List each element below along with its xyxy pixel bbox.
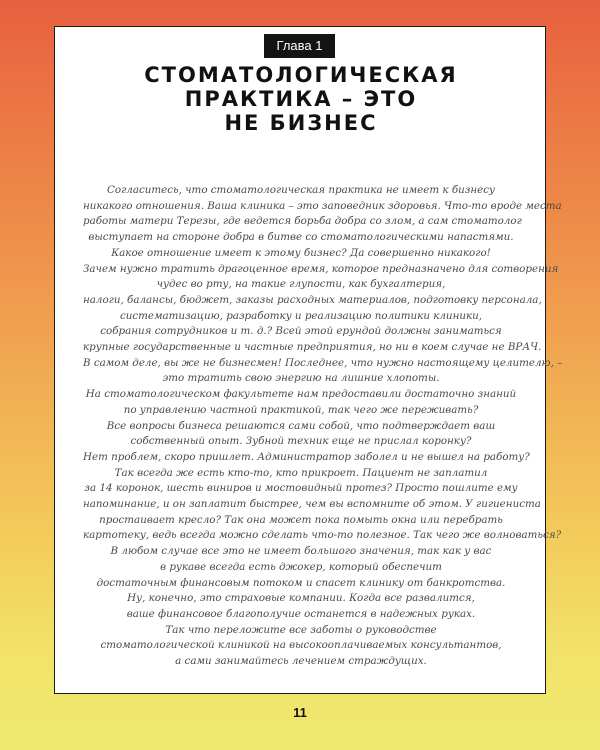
text-line: за 14 коронок, шесть виниров и мостовидный протез? Просто пошлите ему bbox=[84, 482, 518, 495]
text-line: это тратить свою энергию на лишние хлопоты. bbox=[162, 372, 440, 385]
text-line: достаточным финансовым потоком и спасет клинику от банкротства. bbox=[96, 576, 506, 589]
text-line: ваше финансовое благополучие останется в надежных руках. bbox=[126, 607, 476, 620]
title-line-1: СТОМАТОЛОГИЧЕСКАЯ bbox=[144, 63, 458, 87]
text-line: напоминание, и он заплатит быстрее, чем вы вспомните об этом. У гигиениста bbox=[83, 498, 541, 511]
page-number: 11 bbox=[293, 705, 307, 720]
title-line-3: НЕ БИЗНЕС bbox=[224, 111, 378, 135]
text-line: Зачем нужно тратить драгоценное время, которое предназначено для сотворения bbox=[83, 262, 559, 275]
text-line: по управлению частной практикой, так чего же переживать? bbox=[123, 403, 479, 416]
text-line: собрания сотрудников и т. д.? Всей этой ерундой должны заниматься bbox=[100, 325, 502, 338]
text-line: В самом деле, вы же не бизнесмен! Последнее, что нужно настоящему целителю, – bbox=[83, 356, 563, 369]
text-line: Так что переложите все заботы о руководстве bbox=[165, 623, 437, 636]
text-line: работы матери Терезы, где ведется борьба добра со злом, а сам стоматолог bbox=[83, 215, 522, 228]
text-line: стоматологической клиникой на высокооплачиваемых консультантов, bbox=[100, 639, 502, 652]
text-line: Согласитесь, что стоматологическая практика не имеет к бизнесу bbox=[107, 184, 495, 196]
book-page bbox=[54, 26, 563, 694]
text-line: Какое отношение имеет к этому бизнес? Да совершенно никакого! bbox=[111, 246, 491, 259]
text-line: чудес во рту, на такие глупости, как бухгалтерия, bbox=[156, 278, 446, 291]
text-line: Все вопросы бизнеса решаются сами собой, что подтверждает ваш bbox=[106, 419, 496, 432]
text-line: собственный опыт. Зубной техник еще не прислал коронку? bbox=[130, 435, 472, 448]
text-line: Так всегда же есть кто-то, кто прикроет. Пациент не заплатил bbox=[114, 466, 488, 479]
text-line: выступает на стороне добра в битве со стоматологическими напастями. bbox=[88, 231, 514, 244]
text-line: а сами занимайтесь лечением страждущих. bbox=[175, 655, 427, 668]
text-line: На стоматологическом факультете нам предоставили достаточно знаний bbox=[85, 388, 517, 401]
text-line: Нет проблем, скоро пришлет. Администратор заболел и не вышел на работу? bbox=[83, 450, 530, 463]
text-line: простаивает кресло? Так она может пока помыть окна или перебрать bbox=[99, 513, 503, 526]
text-line: никакого отношения. Ваша клиника – это заповедник здоровья. Что-то вроде места bbox=[83, 199, 562, 212]
body-text bbox=[83, 183, 563, 670]
text-line: систематизацию, разработку и реализацию политики клиники, bbox=[119, 309, 483, 322]
chapter-title bbox=[55, 63, 547, 135]
chapter-label: Глава 1 bbox=[264, 34, 335, 58]
text-line: В любом случае все это не имеет большого значения, так как у вас bbox=[110, 545, 492, 558]
text-line: в рукаве всегда есть джокер, который обеспечит bbox=[160, 560, 442, 573]
text-line: картотеку, ведь всегда можно сделать что-то полезное. Так чего же волноваться? bbox=[83, 529, 562, 542]
title-line-2: ПРАКТИКА – ЭТО bbox=[184, 87, 418, 111]
text-line: налоги, балансы, бюджет, заказы расходных материалов, подготовку персонала, bbox=[83, 293, 542, 306]
text-line: крупные государственные и частные предприятия, но ни в коем случае не ВРАЧ. bbox=[83, 341, 542, 354]
text-line: Ну, конечно, это страховые компании. Когда все развалится, bbox=[127, 592, 475, 605]
